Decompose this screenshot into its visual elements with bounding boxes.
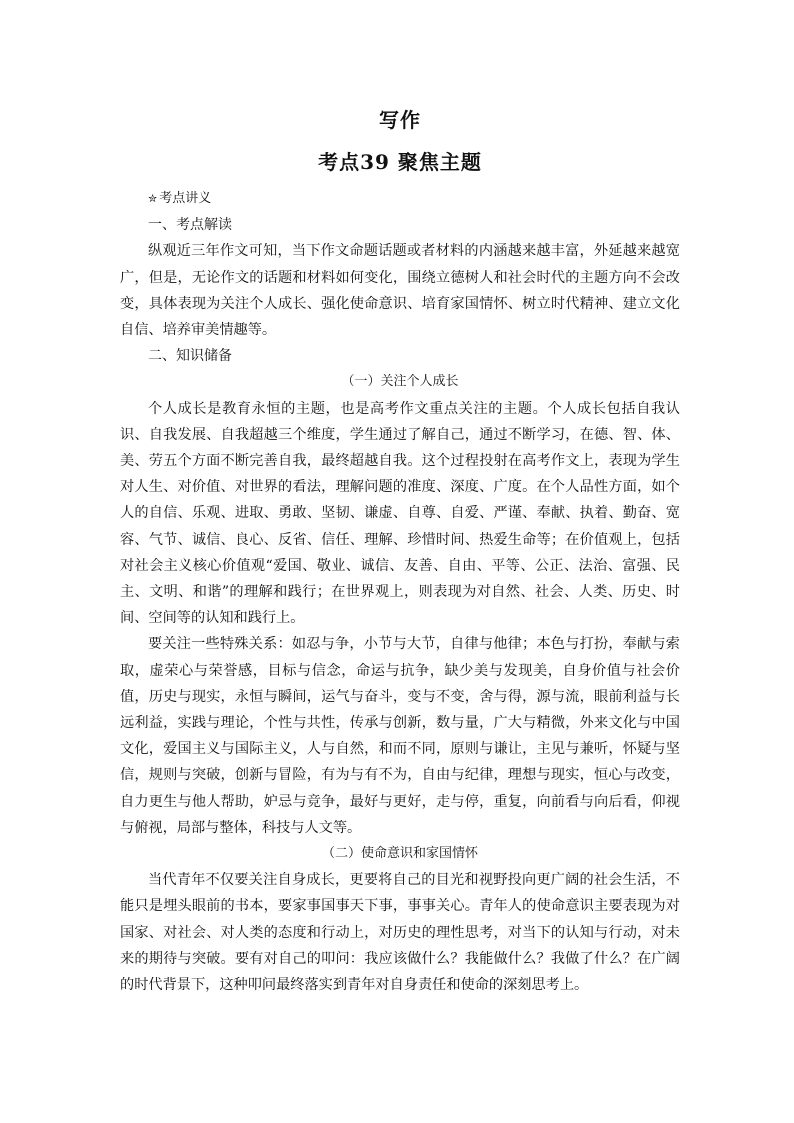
- heading-exam-analysis: 一、考点解读: [148, 217, 232, 234]
- section-label: 考点讲义: [159, 191, 212, 206]
- star-icon: ✮: [148, 192, 158, 205]
- paragraph-special-relations: 要关注一些特殊关系：如忍与争，小节与大节，自律与他律；本色与打扮，奉献与索取，虚荣心与荣誉感，目标与信念，命运与抗争，缺少美与发现美，自身价值与社会价值，历史与现实，永恒与瞬间，运气与奋斗，变与不变，舍与得，源与流，眼前利益与长远利益，实践与理论，个性与共性，传承与创新，数与量，广大与精微，外来文化与中国文化，爱国主义与国际主义，人与自然，和而不同，原则与谦让，主见与兼听，怀疑与坚信，规则与突破，创新与冒险，有为与有不为，自由与纪律，理想与现实，恒心与改变，自力更生与他人帮助，妒忌与竞争，最好与更好，走与停，重复，向前看与向后看，仰视与俯视，局部与整体，科技与人文等。: [120, 636, 680, 836]
- heading-knowledge-reserve: 二、知识储备: [148, 348, 232, 365]
- subheading-personal-growth: （一）关注个人成长: [341, 374, 459, 390]
- page-subtitle: 考点39 聚焦主题: [318, 150, 482, 174]
- paragraph-personal-growth: 个人成长是教育永恒的主题，也是高考作文重点关注的主题。个人成长包括自我认识、自我发展、自我超越三个维度，学生通过了解自己，通过不断学习，在德、智、体、美、劳五个方面不断完善自我，最终超越自我。这个过程投射在高考作文上，表现为学生对人生、对价值、对世界的看法，理解问题的准度、深度、广度。在个人品性方面，如个人的自信、乐观、进取、勇敢、坚韧、谦虚、自尊、自爱、严谨、奉献、执着、勤奋、宽容、气节、诚信、良心、反省、信任、理解、珍惜时间、热爱生命等；在价值观上，包括对社会主义核心价值观“爱国、敬业、诚信、友善、自由、平等、公正、法治、富强、民主、文明、和谐”的理解和践行；在世界观上，则表现为对自然、社会、人类、历史、时间、空间等的认知和践行上。: [120, 400, 680, 627]
- page-title: 写作: [379, 108, 421, 132]
- paragraph-mission-patriotism: 当代青年不仅要关注自身成长，更要将自己的目光和视野投向更广阔的社会生活，不能只是埋头眼前的书本，要家事国事天下事，事事关心。青年人的使命意识主要表现为对国家、对社会、对人类的态度和行动上，对历史的理性思考，对当下的认知与行动，对未来的期待与突破。要有对自己的叩问：我应该做什么？我能做什么？我做了什么？在广阔的时代背景下，这种叩问最终落实到青年对自身责任和使命的深刻思考上。: [120, 872, 680, 994]
- paragraph-exam-analysis: 纵观近三年作文可知，当下作文命题话题或者材料的内涵越来越丰富，外延越来越宽广，但是，无论作文的话题和材料如何变化，围绕立德树人和社会时代的主题方向不会改变，具体表现为关注个人成长、强化使命意识、培育家国情怀、树立时代精神、建立文化自信、培养审美情趣等。: [120, 243, 680, 339]
- document-body: [120, 186, 680, 998]
- section-label-line: [120, 186, 680, 212]
- subheading-mission-patriotism: （二）使命意识和家国情怀: [321, 846, 478, 862]
